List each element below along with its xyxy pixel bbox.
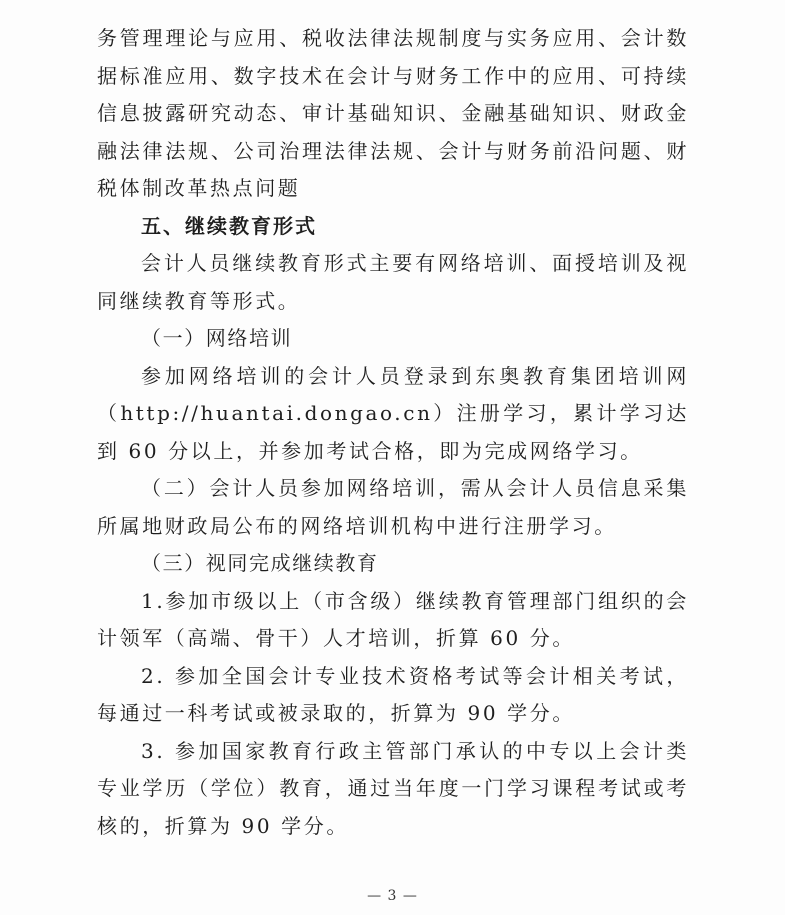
section-five-intro: 会计人员继续教育形式主要有网络培训、面授培训及视同继续教育等形式。 <box>97 251 689 313</box>
online-training-paragraph: 参加网络培训的会计人员登录到东奥教育集团培训网（http://huantai.dongao.cn）注册学习，累计学习达到 60 分以上，并参加考试合格，即为完成网络学习。 <box>97 363 689 463</box>
page-number: — 3 — <box>367 888 418 904</box>
equivalent-item-2: 2. 参加全国会计专业技术资格考试等会计相关考试，每通过一科考试或被录取的，折算为 90 学分。 <box>97 663 689 725</box>
equivalent-item-3: 3. 参加国家教育行政主管部门承认的中专以上会计类专业学历（学位）教育，通过当年度一门学习课程考试或考核的，折算为 90 学分。 <box>97 738 689 838</box>
body-text <box>97 20 689 845</box>
equivalent-item-1: 1.参加市级以上（市含级）继续教育管理部门组织的会计领军（高端、骨干）人才培训，折算 60 分。 <box>97 588 689 650</box>
online-training-heading: （一）网络培训 <box>141 326 293 350</box>
local-registration-paragraph: （二）会计人员参加网络培训，需从会计人员信息采集所属地财政局公布的网络培训机构中进行注册学习。 <box>97 476 689 538</box>
equivalent-education-heading: （三）视同完成继续教育 <box>141 551 379 575</box>
section-five-heading: 五、继续教育形式 <box>141 213 317 238</box>
continued-topics-paragraph: 务管理理论与应用、税收法律法规制度与实务应用、会计数据标准应用、数字技术在会计与财务工作中的应用、可持续信息披露研究动态、审计基础知识、金融基础知识、财政金融法律法规、公司治理法律法规、会计与财务前沿问题、财税体制改革热点问题 <box>97 26 689 200</box>
